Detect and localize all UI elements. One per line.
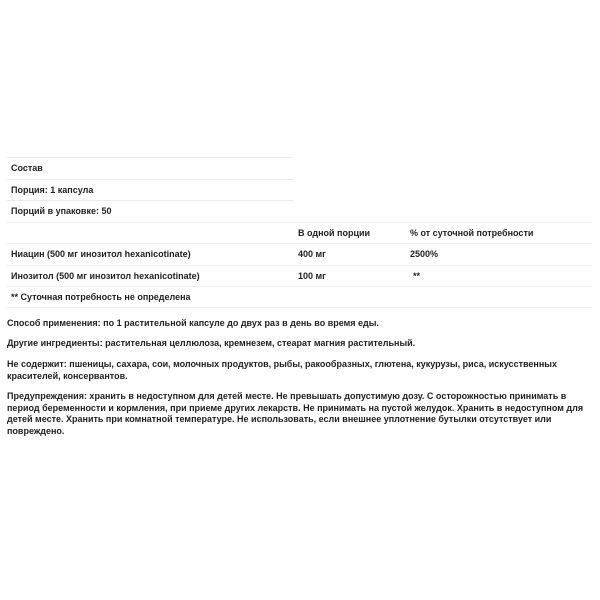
other-ingredients-text: Другие ингредиенты: растительная целлюлоза, кремнезем, стеарат магния растительный.	[7, 338, 416, 348]
nutrient-amount: 100 мг	[298, 270, 326, 281]
nutrient-daily-value: **	[413, 270, 421, 281]
free-from-text: Не содержит: пшеницы, сахара, сои, молочных продуктов, рыбы, ракообразных, глютена, кукурузы, риса, искусственных красителей, консервантов.	[7, 359, 557, 381]
servings-per-container-row	[7, 200, 293, 222]
serving-size: Порция: 1 капсула	[11, 184, 94, 195]
nutrient-name: Инозитол (500 мг инозитол hexanicotinate)	[11, 270, 200, 281]
serving-size-row	[7, 179, 293, 201]
column-header-row	[7, 222, 592, 244]
warnings-text: Предупреждения: хранить в недоступном для детей месте. Не превышать допустимую дозу. С осторожностью принимать в период беременности и кормления, при приеме других лекарств. Не принимать на пустой желудок. Хранить в недоступном для детей месте. Хранить при комнатной температуре. Не использовать, если внешнее уплотнение бутылки отсутствует или повреждено.	[7, 391, 584, 436]
column-per-serving: В одной порции	[298, 227, 371, 238]
footnote: ** Суточная потребность не определена	[11, 292, 191, 302]
footnote-row	[7, 286, 592, 308]
column-daily-value: % от суточной потребности	[410, 227, 534, 238]
nutrient-amount: 400 мг	[298, 249, 326, 259]
usage-text: Способ применения: по 1 растительной капсуле до двух раз в день во время еды.	[7, 318, 379, 328]
supplement-facts-table	[7, 157, 592, 308]
nutrient-daily-value: 2500%	[410, 249, 439, 259]
table-row	[7, 243, 592, 265]
facts-title: Состав	[11, 163, 43, 173]
nutrient-name: Ниацин (500 мг инозитол hexanicotinate)	[11, 249, 191, 259]
facts-title-row	[7, 157, 293, 179]
table-row	[7, 265, 592, 287]
servings-per-container: Порций в упаковке: 50	[11, 206, 112, 216]
